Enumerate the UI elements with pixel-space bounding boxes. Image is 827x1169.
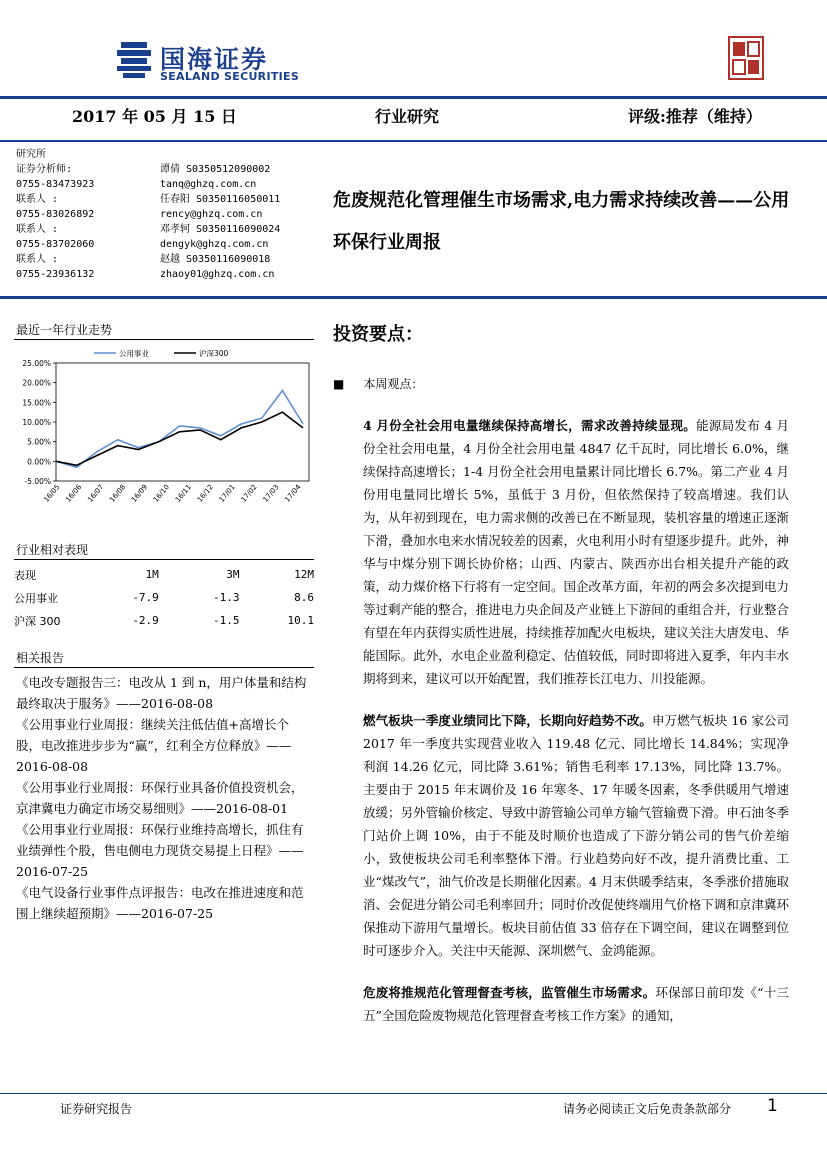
legend-label: 公用事业 [119,349,149,358]
weekly-view-label: 本周观点： [363,377,424,391]
x-tick-label: 16/05 [42,483,62,504]
reports-heading: 相关报告 [16,651,65,665]
contact-row [16,237,316,252]
related-report-link[interactable]: 《电气设备行业事件点评报告：电改在推进速度和范围上继续超预期》——2016-07-25 [16,885,304,921]
research-seal-logo [728,36,764,80]
header-bottom-rule [0,140,827,142]
contact-row [16,177,316,192]
value-1m: -7.9 [132,591,159,604]
contact-row [16,207,316,222]
x-tick-label: 16/06 [64,483,84,504]
value-12m: 8.6 [294,591,314,604]
x-tick-label: 16/08 [108,483,128,504]
related-report-link[interactable]: 《公用事业行业周报：继续关注低估值+高增长个股，电改推进步步为“赢”，红利全方位释放》——2016-08-08 [16,717,292,774]
col-header: 3M [226,568,240,581]
contact-row [16,222,316,237]
value-1m: -2.9 [132,614,159,627]
contact-label: 联系人 : [16,224,59,235]
section-rule [0,296,827,299]
report-rating: 评级:推荐（维持） [628,107,762,126]
performance-header-row [14,563,314,586]
trend-heading-rule [14,339,314,340]
contact-value: 邓孝轲 S0350116090024 [160,224,281,235]
report-category: 行业研究 [375,107,440,126]
col-header: 12M [294,568,314,581]
legend-label: 沪深300 [199,349,229,358]
series-line-1 [56,412,303,465]
paragraph: 4 月份全社会用电量继续保持高增长，需求改善持续显现。能源局发布 4 月份全社会用电量，4 月份全社会用电量 4847 亿千瓦时，同比增长 6.0%，继续保持高速增长；1-4 月份全社会用电量累计同比增长 6.7%。第二产业 4 月份用电量同比增长 5%，虽低于 3 月份，但依然保持了较高增速。我们认为，从年初到现在，电力需求侧的改善已在不断显现，装机容量的增速正逐渐下滑，叠加水电来水情况较差的因素，火电利用小时有望逐步提升。此外，神华与中煤分别下调长协价格；山西、内蒙古、陕西亦出台相关提升产能的政策，动力煤价格下行将有一定空间。国企改革方面，年初的两会多次提到电力等过剩产能的整合，推进电力央企间及产业链上下游间的重组合并，行业整合有望在年内获得实质性进展，持续推荐加配火电板块，建议关注大唐发电、华能国际。此外，水电企业盈利稳定、估值较低，同时即将进入夏季，年内丰水期将到来，建议可以开始配置，我们推荐长江电力、川投能源。 [363,418,789,686]
institute-label: 研究所 [16,149,46,160]
sealand-logo-icon [115,40,153,80]
y-tick-label: 0.00% [27,457,51,467]
contact-label: 联系人 : [16,194,59,205]
related-report-link[interactable]: 《公用事业行业周报：环保行业维持高增长，抓住有业绩弹性个股，售电侧电力现货交易提上日程》——2016-07-25 [16,822,304,879]
report-title: 危废规范化管理催生市场需求,电力需求持续改善——公用环保行业周报 [333,190,790,253]
contact-value: zhaoy01@ghzq.com.cn [160,269,275,280]
contact-value: dengyk@ghzq.com.cn [160,239,269,250]
value-3m: -1.3 [213,591,240,604]
y-tick-label: 20.00% [22,378,51,388]
x-tick-label: 16/11 [173,483,193,504]
x-tick-label: 16/10 [151,483,172,504]
related-report-link[interactable]: 《电改专题报告三：电改从 1 到 n，用户体量和结构最终取决于服务》——2016-08-08 [16,675,307,711]
contact-row [16,192,316,207]
table-row [14,586,314,609]
x-tick-label: 17/04 [283,483,303,504]
investment-body [363,414,789,1046]
contact-label: 联系人 : [16,254,59,265]
value-3m: -1.5 [213,614,240,627]
trend-heading: 最近一年行业走势 [16,323,113,337]
contact-value: rency@ghzq.com.cn [160,209,263,220]
square-bullet-icon: ■ [333,377,345,391]
report-date: 2017 年 05 月 15 日 [72,107,237,126]
x-tick-label: 16/07 [86,483,106,504]
x-tick-label: 16/09 [130,483,150,504]
y-tick-label: 15.00% [22,398,51,408]
weekly-view-bullet [333,375,423,392]
series-line-0 [56,391,303,468]
paragraph: 燃气板块一季度业绩同比下降，长期向好趋势不改。申万燃气板块 16 家公司 2017 年一季度共实现营业收入 119.48 亿元、同比增长 14.84%；实现净利润 14.26 亿元，同比降 3.61%；销售毛利率 17.13%，同比降 13.7%。主要由于 2015 年末调价及 16 年寒冬、17 年暖冬因素，冬季供暖用气增速放缓；另外管输价核定、导致中游管输公司单方输气管输费下滑。申石油冬季门站价上调 10%，由于不能及时顺价也造成了下游分销公司的售气价差缩小，致使板块公司毛利率整体下滑。行业趋势向好不改，提升消费比重、工业“煤改气”，油气价改是长期催化因素。4 月末供暖季结束，冬季涨价措施取消、会促进分销公司毛利率回升；同时价改促使终端用气价格下调和京津冀环保推动下游用气量增长。板块目前估值 33 倍存在下调空间，建议在调整到位时可逐步介入。关注中天能源、深圳燃气、金鸿能源。 [363,713,789,958]
x-tick-label: 17/03 [261,483,281,504]
y-tick-label: 25.00% [22,359,51,368]
industry-trend-chart [14,343,314,513]
col-header: 表现 [14,568,36,582]
y-tick-label: -5.00% [24,477,51,486]
x-tick-label: 17/01 [217,483,237,504]
row-name: 沪深 300 [14,614,61,628]
table-row [14,609,314,632]
contact-row [16,162,316,177]
footer-report-type: 证券研究报告 [60,1102,133,1116]
brand-name-en: SEALAND SECURITIES [160,70,300,83]
brand-name-cn: 国海证券 [160,45,269,74]
performance-table [14,563,314,632]
contact-label: 0755-83473923 [16,179,95,190]
contact-value: 赵越 S0350116090018 [160,254,271,265]
analyst-contacts [16,147,316,282]
footer-rule [0,1093,827,1094]
value-12m: 10.1 [287,614,314,627]
investment-heading: 投资要点： [333,324,423,345]
paragraph: 危废将推规范化管理督查考核，监管催生市场需求。环保部日前印发《“十三五”全国危险废物规范化管理督查考核工作方案》的通知， [363,985,789,1023]
contact-row [16,267,316,282]
x-tick-label: 16/12 [195,483,215,504]
contact-value: 谭倩 S0350512090002 [160,164,271,175]
related-report-link[interactable]: 《公用事业行业周报：环保行业具备价值投资机会，京津冀电力确定市场交易细则》——2016-08-01 [16,780,304,816]
row-name: 公用事业 [14,591,58,605]
contact-value: 任春阳 S0350116050011 [160,194,281,205]
related-reports-list [16,672,312,924]
footer-disclaimer: 请务必阅读正文后免责条款部分 [563,1102,732,1116]
header-top-rule [0,96,827,99]
performance-heading-rule [14,559,314,560]
contact-label: 0755-23936132 [16,269,95,280]
y-tick-label: 5.00% [27,437,51,447]
page-number: 1 [767,1096,778,1116]
col-header: 1M [145,568,159,581]
contact-label: 证券分析师: [16,164,73,175]
reports-heading-rule [14,667,314,668]
y-tick-label: 10.00% [22,418,51,427]
contact-value: tanq@ghzq.com.cn [160,179,257,190]
performance-heading: 行业相对表现 [16,543,89,557]
x-tick-label: 17/02 [239,483,259,504]
contact-label: 0755-83702060 [16,239,95,250]
plot-frame [56,363,309,481]
contact-label: 0755-83026892 [16,209,95,220]
contact-row [16,252,316,267]
